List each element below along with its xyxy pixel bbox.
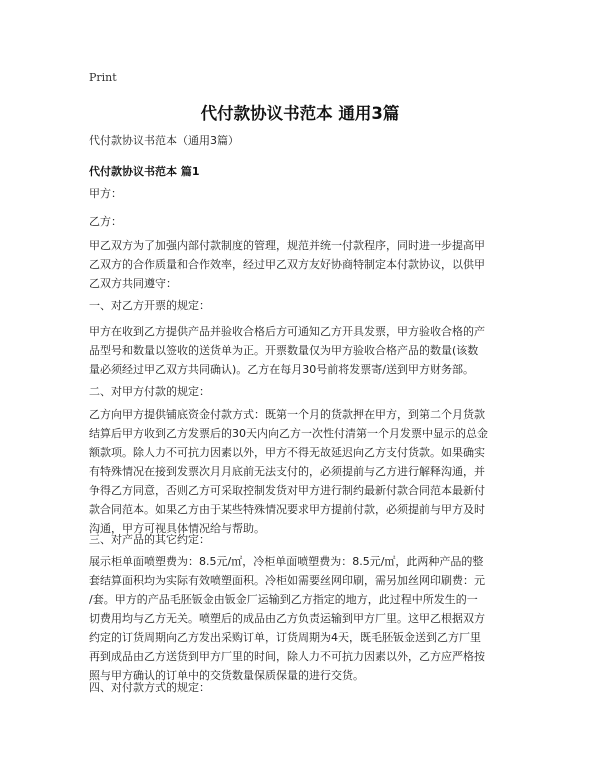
clause-4-title: 四、对付款方式的规定： [89, 681, 210, 694]
party-a-label: 甲方： [89, 187, 122, 200]
text-line: 品型号和数量以签收的送货单为正。开票数量仅为甲方验收合格产品的数量(该数 [89, 344, 479, 357]
print-label[interactable]: Print [89, 71, 117, 84]
party-b-label: 乙方： [89, 215, 122, 228]
clause-2-title: 二、对甲方付款的规定： [89, 385, 210, 398]
document-title: 代付款协议书范本 通用3篇 [200, 104, 400, 123]
text-line: 额款项。除人力不可抗力因素以外，甲方不得无故延迟向乙方支付货款。如果确实 [89, 446, 485, 459]
text-line: 展示柜单面喷塑费为：8.5元/㎡，冷柜单面喷塑费为：8.5元/㎡，此两种产品的整 [89, 555, 484, 568]
text-line: 争得乙方同意，否则乙方可采取控制发货对甲方进行制约最新付款合同范本最新付 [89, 484, 485, 497]
text-line: 量必须经过甲乙双方共同确认)。乙方在每月30号前将发票寄/送到甲方财务部。 [89, 363, 474, 376]
text-line: 有特殊情况在接到发票次月月底前无法支付的，必须提前与乙方进行解释沟通，并 [89, 465, 485, 478]
text-line: /套。甲方的产品毛胚钣金由钣金厂运输到乙方指定的地方，此过程中所发生的一 [89, 593, 478, 606]
text-line: 甲方在收到乙方提供产品并验收合格后方可通知乙方开具发票，甲方验收合格的产 [89, 325, 485, 338]
text-line: 照与甲方确认的订单中的交货数量保质保量的进行交货。 [89, 669, 364, 682]
text-line: 沟通，甲方可视具体情况给与帮助。 [89, 522, 265, 535]
clause-3-title: 三、对产品的其它约定： [89, 533, 210, 546]
text-line: 约定的订货周期向乙方发出采购订单，订货周期为4天，既毛胚钣金送到乙方厂里 [89, 631, 481, 644]
text-line: 乙双方共同遵守： [89, 277, 177, 290]
section-heading: 代付款协议书范本 篇1 [89, 165, 200, 178]
text-line: 再到成品由乙方送货到甲方厂里的时间，除人力不可抗力因素以外，乙方应严格按 [89, 650, 485, 663]
clause-1-body [89, 322, 519, 379]
text-line: 乙方向甲方提供铺底资金付款方式：既第一个月的货款押在甲方，到第二个月货款 [89, 408, 485, 421]
text-line: 甲乙双方为了加强内部付款制度的管理，规范并统一付款程序，同时进一步提高甲 [89, 239, 485, 252]
text-line: 套结算面积均为实际有效喷塑面积。冷柜如需要丝网印刷，需另加丝网印刷费：元 [89, 574, 485, 587]
text-line: 款合同范本。如果乙方由于某些特殊情况要求甲方提前付款，必须提前与甲方及时 [89, 503, 485, 516]
text-line: 乙双方的合作质量和合作效率，经过甲乙双方友好协商特制定本付款协议，以供甲 [89, 258, 485, 271]
clause-3-body [89, 552, 519, 685]
clause-2-body [89, 405, 519, 538]
intro-paragraph [89, 236, 519, 293]
text-line: 切费用均与乙方无关。喷塑后的成品由乙方负责运输到甲方厂里。这甲乙根据双方 [89, 612, 485, 625]
clause-1-title: 一、对乙方开票的规定： [89, 299, 210, 312]
text-line: 结算后甲方收到乙方发票后的30天内向乙方一次性付清第一个月发票中显示的总金 [89, 427, 488, 440]
document-subtitle: 代付款协议书范本（通用3篇） [89, 134, 239, 147]
